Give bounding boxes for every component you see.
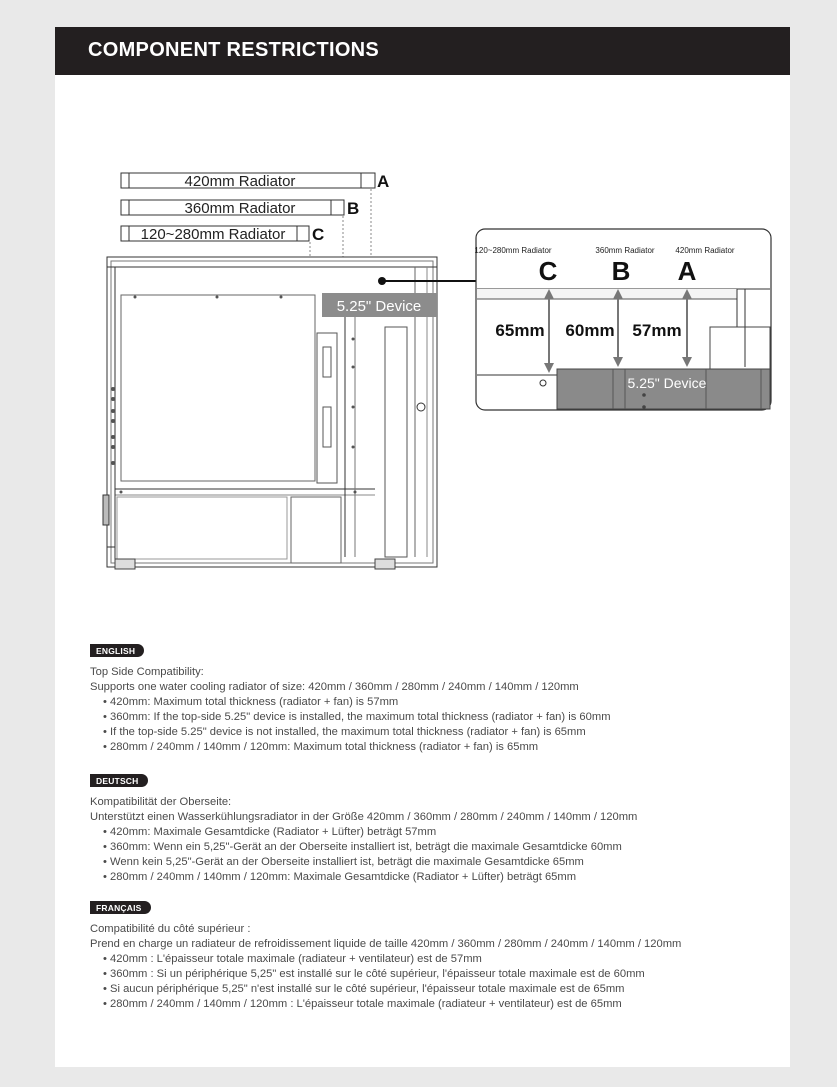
- radiator-label-c: 120~280mm Radiator: [140, 226, 286, 243]
- clearance-c: 65mm: [495, 321, 545, 340]
- clearance-a: 57mm: [632, 321, 682, 340]
- inset-letter-b: B: [611, 256, 631, 286]
- inset-device-label: 5.25" Device: [627, 375, 707, 391]
- radiator-letter-c: C: [312, 225, 325, 244]
- page-title: COMPONENT RESTRICTIONS: [88, 39, 380, 61]
- english-intro: [90, 665, 770, 695]
- radiator-label-b: 360mm Radiator: [184, 200, 296, 217]
- clearance-b: 60mm: [565, 321, 615, 340]
- radiator-label-a: 420mm Radiator: [184, 173, 296, 190]
- inset-detail: [474, 229, 771, 410]
- english-bullets: [90, 695, 770, 755]
- list-item: • 420mm : L'épaisseur totale maximale (radiateur + ventilateur) est de 57mm: [103, 952, 783, 967]
- english-intro-heading: Top Side Compatibility:: [90, 666, 204, 678]
- list-item: • 360mm: If the top-side 5.25" device is installed, the maximum total thickness (radiator + fan) is 60mm: [103, 710, 770, 725]
- list-item: • If the top-side 5.25" device is not installed, the maximum total thickness (radiator + fan) is 65mm: [103, 725, 770, 740]
- deutsch-intro: [90, 795, 770, 825]
- deutsch-intro-heading: Kompatibilität der Oberseite:: [90, 796, 232, 808]
- badge-deutsch: DEUTSCH: [90, 774, 148, 787]
- deutsch-bullets: [90, 825, 770, 885]
- francais-intro: [90, 922, 710, 952]
- inset-letter-a: A: [677, 256, 697, 286]
- device-label: 5.25" Device: [336, 298, 422, 315]
- list-item: • 280mm / 240mm / 140mm / 120mm : L'épaisseur totale maximale (radiateur + ventilateur) est de 65mm: [103, 997, 783, 1012]
- case-diagram: [55, 27, 790, 587]
- inset-col-a-label: 420mm Radiator: [675, 246, 735, 255]
- radiator-letter-a: A: [377, 172, 390, 191]
- inset-letter-c: C: [538, 256, 558, 286]
- radiator-letter-b: B: [347, 199, 360, 218]
- english-intro-line: Supports one water cooling radiator of size: 420mm / 360mm / 280mm / 240mm / 140mm / 120mm: [90, 681, 579, 693]
- list-item: • 420mm: Maximale Gesamtdicke (Radiator + Lüfter) beträgt 57mm: [103, 825, 770, 840]
- francais-intro-line: Prend en charge un radiateur de refroidissement liquide de taille 420mm / 360mm / 280mm / 240mm / 140mm / 120mm: [90, 938, 682, 950]
- inset-col-b-label: 360mm Radiator: [595, 246, 655, 255]
- deutsch-intro-line: Unterstützt einen Wasserkühlungsradiator in der Größe 420mm / 360mm / 280mm / 240mm / 140mm / 120mm: [90, 811, 638, 823]
- document-page: [55, 27, 790, 1067]
- badge-francais: FRANÇAIS: [90, 901, 151, 914]
- list-item: • Wenn kein 5,25"-Gerät an der Oberseite installiert ist, beträgt die maximale Gesamtdicke 65mm: [103, 855, 770, 870]
- list-item: • 360mm : Si un périphérique 5,25" est installé sur le côté supérieur, l'épaisseur totale maximale est de 60mm: [103, 967, 783, 982]
- list-item: • 360mm: Wenn ein 5,25"-Gerät an der Oberseite installiert ist, beträgt die maximale Gesamtdicke 60mm: [103, 840, 770, 855]
- section-english: [90, 641, 770, 755]
- list-item: • 420mm: Maximum total thickness (radiator + fan) is 57mm: [103, 695, 770, 710]
- inset-col-c-label: 120~280mm Radiator: [474, 246, 552, 255]
- francais-intro-heading: Compatibilité du côté supérieur :: [90, 923, 251, 935]
- francais-bullets: [90, 952, 783, 1012]
- list-item: • Si aucun périphérique 5,25" n'est installé sur le côté supérieur, l'épaisseur totale maximale est de 65mm: [103, 982, 783, 997]
- section-deutsch: [90, 771, 770, 885]
- section-francais: [90, 898, 710, 1012]
- badge-english: ENGLISH: [90, 644, 144, 657]
- list-item: • 280mm / 240mm / 140mm / 120mm: Maximum total thickness (radiator + fan) is 65mm: [103, 740, 770, 755]
- list-item: • 280mm / 240mm / 140mm / 120mm: Maximale Gesamtdicke (Radiator + Lüfter) beträgt 65mm: [103, 870, 770, 885]
